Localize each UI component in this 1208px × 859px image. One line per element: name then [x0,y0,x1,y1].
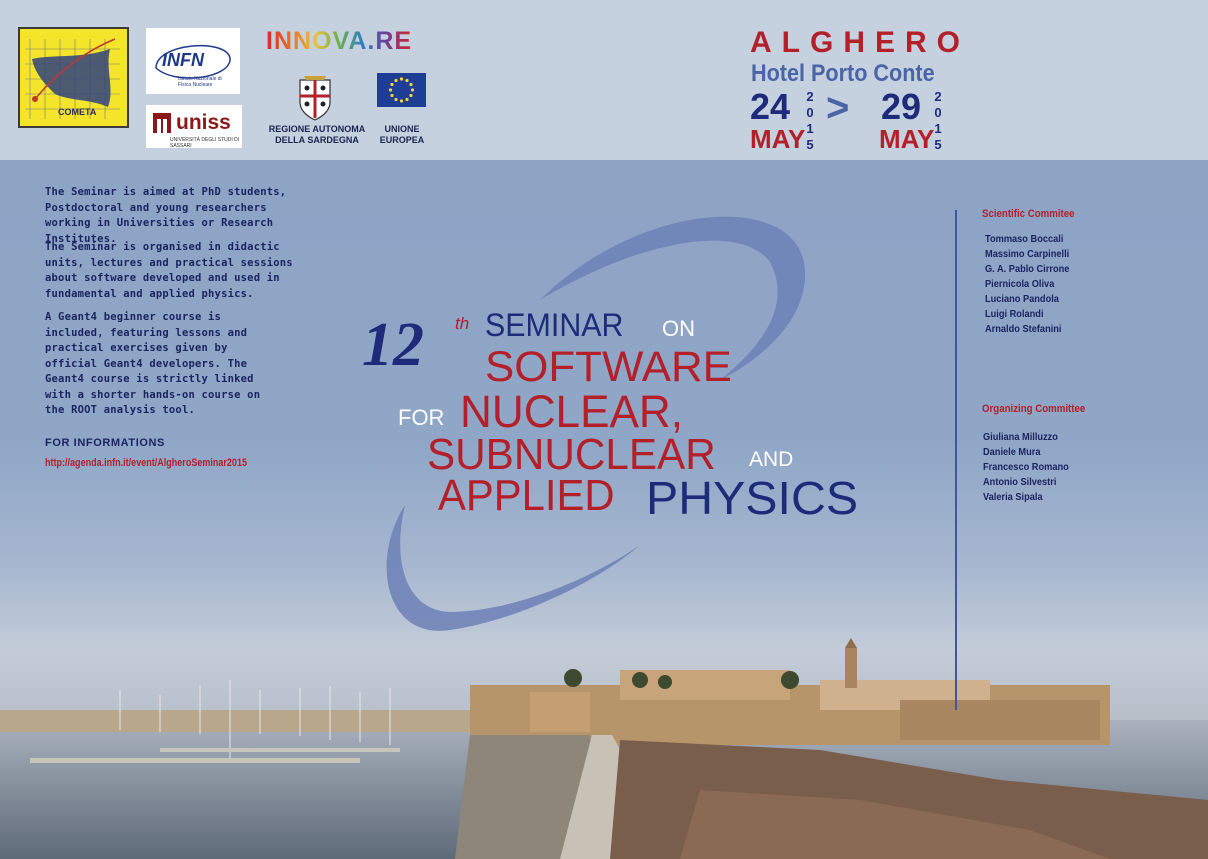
committee-member: Luciano Pandola [985,293,1059,305]
title-subnuclear: SUBNUCLEAR [427,430,716,479]
end-year-digit: 0 [934,105,942,120]
eu-label: UNIONE EUROPEA [379,124,425,145]
committee-member: Luigi Rolandi [985,308,1044,320]
scientific-committee-heading: Scientific Commitee [982,208,1075,220]
title-software: SOFTWARE [485,343,732,391]
committee-member: Giuliana Milluzzo [983,431,1058,443]
cometa-logo [18,27,129,128]
info-link[interactable]: http://agenda.infn.it/event/AlgheroSeminar2015 [45,457,247,469]
intro-paragraph-1: The Seminar is aimed at PhD students, Postdoctoral and young researchers working in Universities or Research Institutes. [45,186,287,245]
committee-member: Daniele Mura [983,446,1041,458]
title-applied: APPLIED [438,471,615,520]
start-year-digit: 1 [806,121,814,136]
committee-member: Arnaldo Stefanini [985,323,1062,335]
end-year-digit: 1 [934,121,942,136]
title-for: FOR [398,405,445,430]
sardinia-coat-of-arms-icon [294,72,336,122]
eu-flag-icon [377,73,426,107]
venue-city: ALGHERO [750,26,970,59]
alghero-landscape [0,600,1208,859]
start-year-digit: 5 [806,137,814,152]
infn-name: INFN [162,50,204,70]
end-month: MAY [879,124,935,154]
intro-paragraph-2: The Seminar is organised in didactic units, lectures and practical sessions about software developed and used in fundamental and applied physics. [45,241,293,300]
infn-logo [146,28,240,94]
region-label: REGIONE AUTONOMA DELLA SARDEGNA [268,124,366,145]
start-year-digit: 2 [806,89,814,104]
venue-hotel: Hotel Porto Conte [751,60,935,87]
start-year [804,89,816,153]
info-heading: FOR INFORMATIONS [45,437,165,449]
end-day: 29 [881,86,922,127]
start-year-digit: 0 [806,105,814,120]
title-ordinal: th [455,314,470,333]
end-year-digit: 2 [934,89,942,104]
innova-re-logo [266,27,412,56]
start-day: 24 [750,86,791,127]
start-month: MAY [750,124,806,154]
title-physics: PHYSICS [646,472,859,524]
committee-member: G. A. Pablo Cirrone [985,263,1070,275]
title-number: 12 [362,311,424,379]
committee-member: Tommaso Boccali [985,233,1064,245]
committee-member: Piernicola Oliva [985,278,1055,290]
title-and: AND [749,448,794,471]
committee-member: Valeria Sipala [983,491,1043,503]
uniss-logo [146,105,242,148]
date-range-arrow: > [826,86,850,130]
organizing-committee-list [983,430,1080,505]
scientific-committee-list [985,232,1081,337]
infn-subtitle: Istituto Nazionale di Fisica Nucleare [178,76,222,88]
committee-member: Antonio Silvestri [983,476,1057,488]
intro-paragraph-3: A Geant4 beginner course is included, featuring lessons and practical exercises given by official Geant4 developers. The Geant4 course is strictly linked with a shorter hands-on course on the ROOT analysis tool. [45,311,261,416]
title-on: ON [662,316,695,341]
committee-member: Massimo Carpinelli [985,248,1070,260]
uniss-name: uniss [176,111,231,134]
organizing-committee-heading: Organizing Committee [982,403,1086,415]
uniss-subtitle: UNIVERSITÀ DEGLI STUDI DI SASSARI [170,137,240,149]
end-year [932,89,944,153]
cometa-label: COMETA [58,107,97,117]
title-nuclear: NUCLEAR, [460,386,684,437]
innova-re-label: INNOVA.RE [266,27,413,55]
title-seminar: SEMINAR [485,307,624,343]
committee-member: Francesco Romano [983,461,1069,473]
end-year-digit: 5 [934,137,942,152]
committee-divider [955,210,957,710]
